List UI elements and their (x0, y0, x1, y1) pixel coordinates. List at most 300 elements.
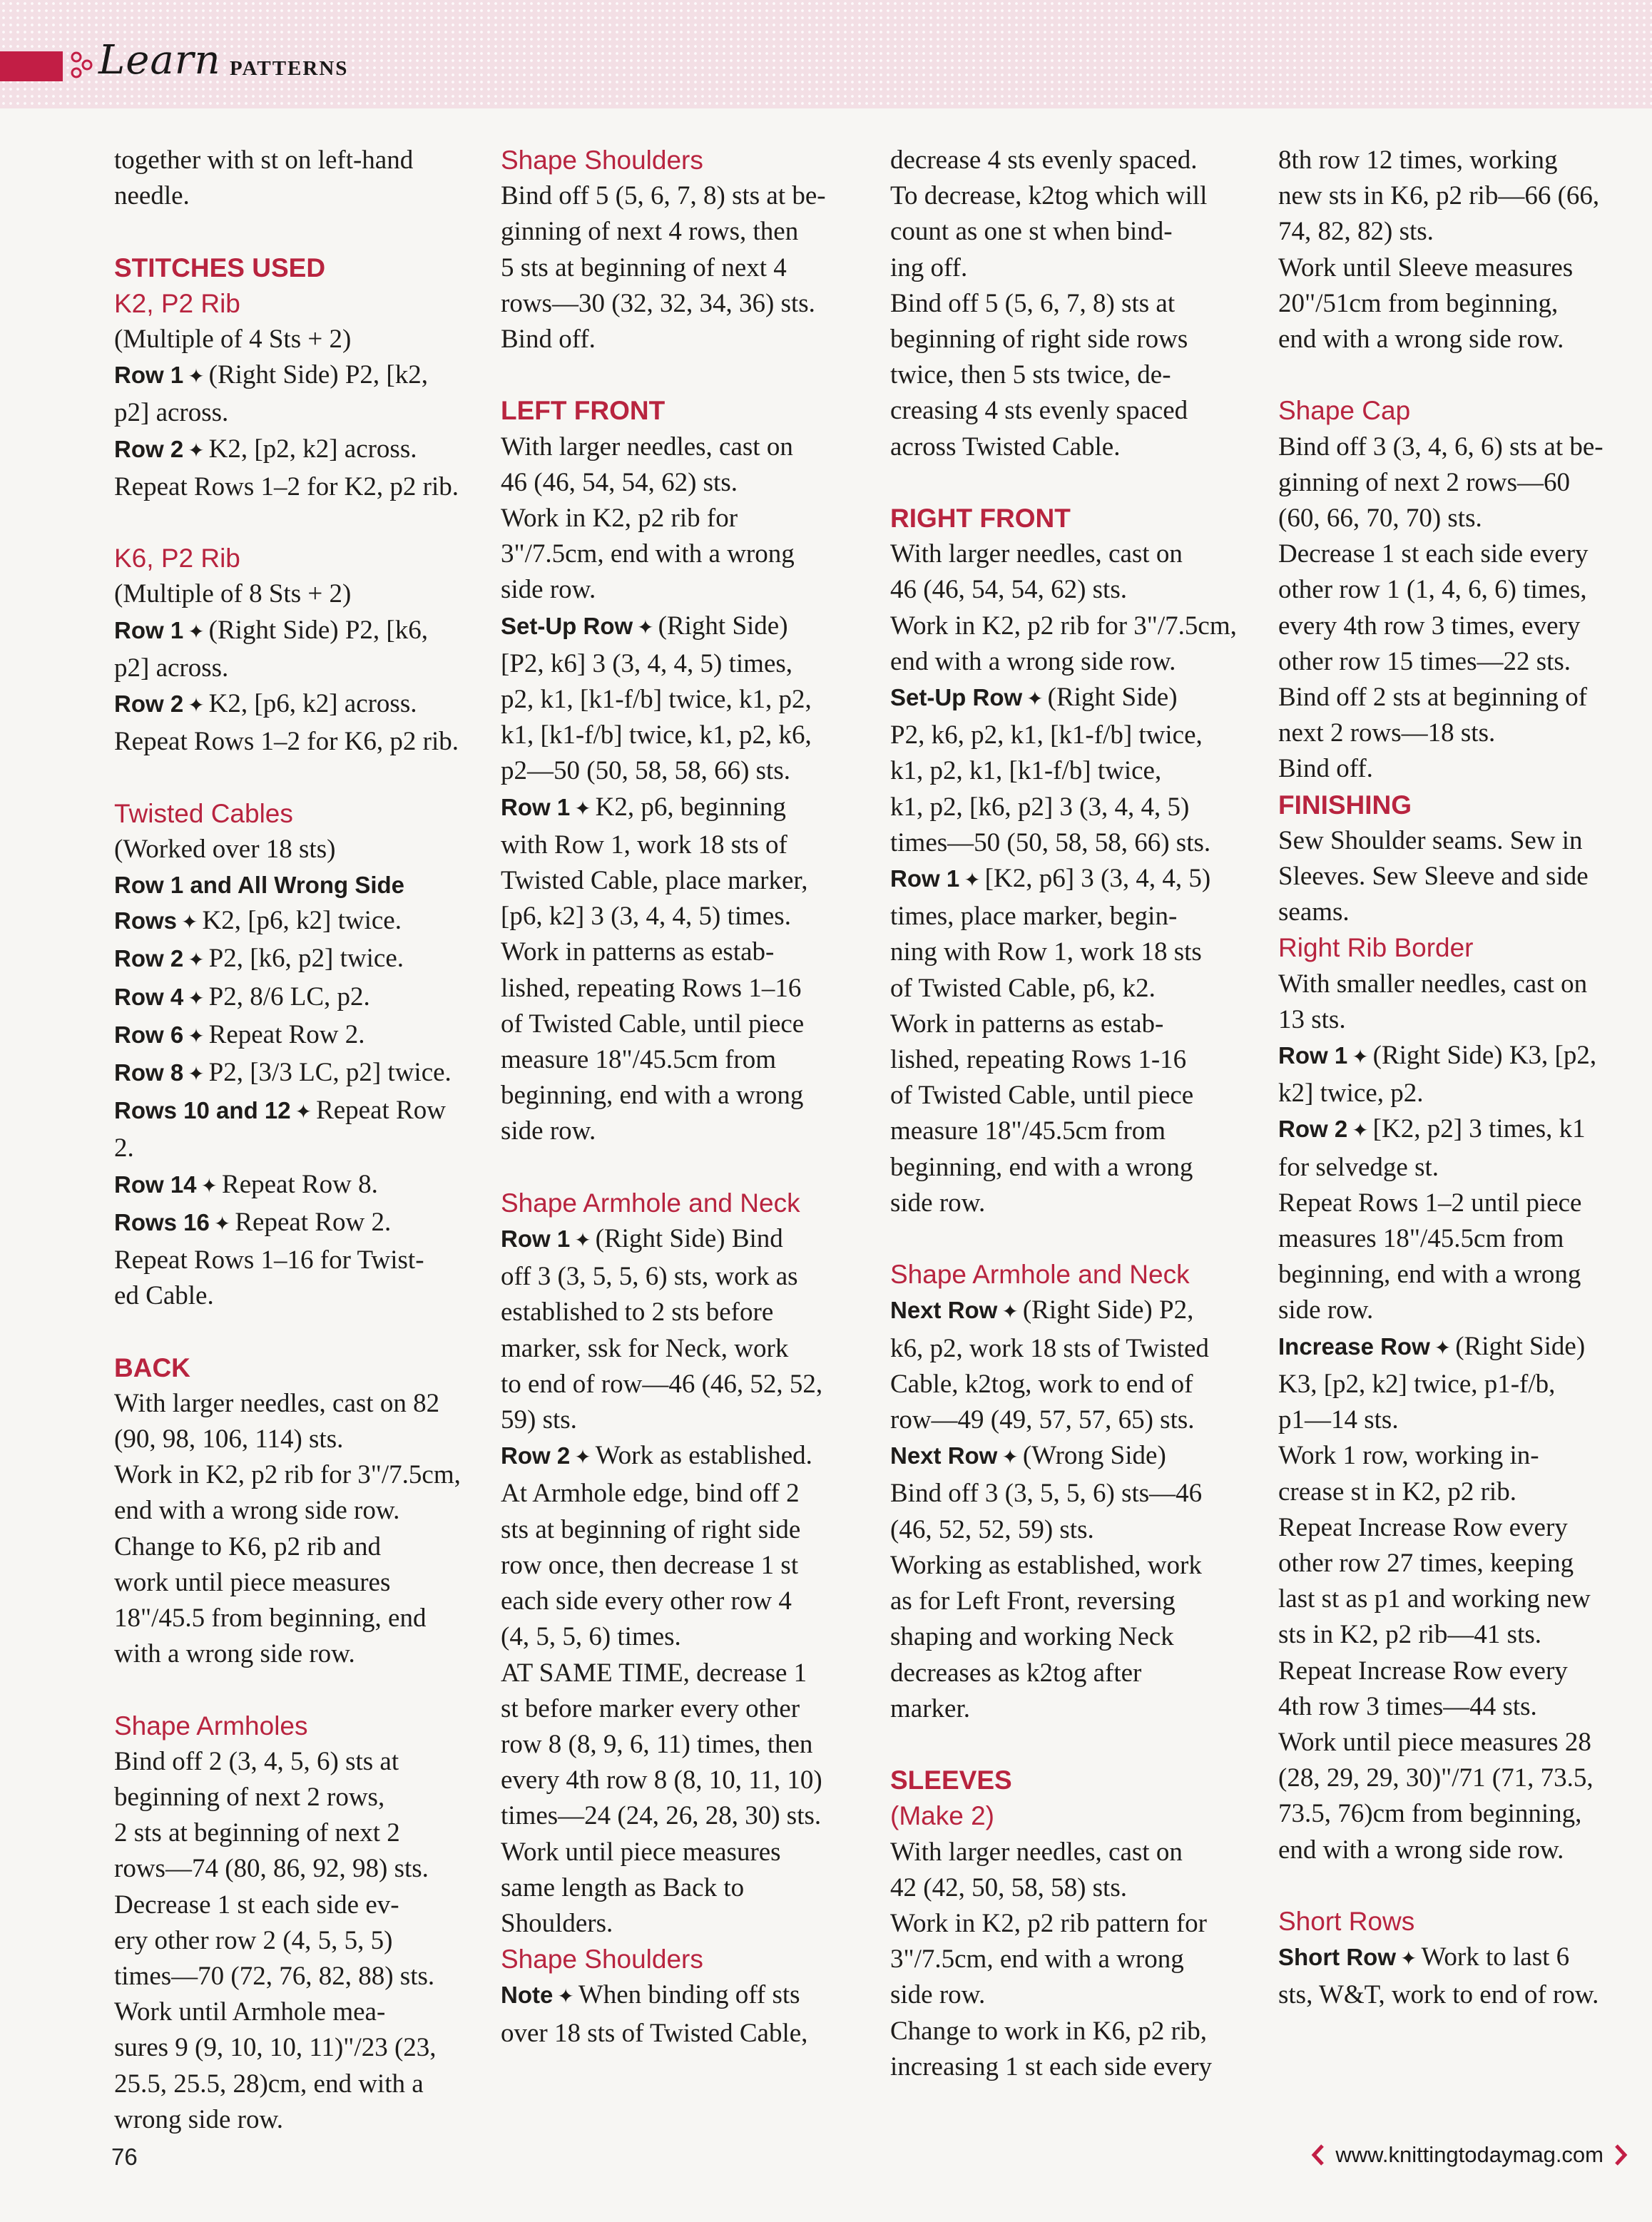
text-line: times—70 (72, 76, 82, 88) sts. (114, 1962, 435, 1992)
row-instruction (890, 1438, 1247, 1476)
text-line: P2, k6, p2, k1, [k1-f/b] twice, (890, 720, 1203, 750)
row-label: Row 2 (114, 690, 184, 718)
row-text: K2, [p6, k2] across. (208, 689, 417, 719)
row-label: Next Row (890, 1442, 998, 1469)
row-instruction (1278, 1111, 1635, 1149)
text-line: count as one st when bind- (890, 217, 1173, 247)
row-label: Row 2 (501, 1442, 571, 1469)
text-line: other row 15 times—22 sts. (1278, 646, 1571, 676)
section-heading: BACK (114, 1352, 190, 1382)
text-line: twice, then 5 sts twice, de- (890, 360, 1171, 390)
text-line: times—24 (24, 26, 28, 30) sts. (501, 1801, 822, 1831)
text-line: Shoulders. (501, 1908, 613, 1938)
text-line: k1, p2, [k6, p2] 3 (3, 4, 4, 5) (890, 792, 1190, 822)
separator-icon: ✦ (1399, 1948, 1417, 1971)
text-column-2 (501, 143, 857, 2052)
text-line: k6, p2, work 18 sts of Twisted (890, 1333, 1209, 1363)
text-line: over 18 sts of Twisted Cable, (501, 2018, 808, 2048)
text-line: With smaller needles, cast on (1278, 969, 1588, 999)
separator-icon: ✦ (181, 912, 198, 934)
spacer (501, 1150, 857, 1186)
text-line: crease st in K2, p2 rib. (1278, 1477, 1516, 1507)
row-label: Row 8 (114, 1059, 184, 1086)
text-column-4 (1278, 143, 1635, 2014)
brand-color-bar (0, 51, 63, 81)
text-line: other row 27 times, keeping (1278, 1548, 1574, 1578)
text-line: Decrease 1 st each side ev- (114, 1890, 399, 1920)
text-line: Bind off 3 (3, 4, 6, 6) sts at be- (1278, 432, 1603, 462)
row-instruction (501, 608, 857, 646)
text-line: 5 sts at beginning of next 4 (501, 253, 787, 282)
text-line: to end of row—46 (46, 52, 52, (501, 1369, 823, 1399)
text-column-1 (114, 143, 471, 2138)
row-text: Repeat Row 2. (208, 1019, 365, 1049)
row-label: Set-Up Row (890, 684, 1023, 711)
row-instruction (890, 861, 1247, 899)
text-line: every 4th row 3 times, every (1278, 611, 1581, 641)
flourish-icon (68, 49, 93, 81)
text-line: beginning, end with a wrong (1278, 1260, 1581, 1290)
row-label: Set-Up Row (501, 612, 633, 639)
row-label: Row 1 (114, 362, 184, 389)
row-instruction (114, 1055, 471, 1093)
section-label: PATTERNS (230, 57, 349, 80)
text-line: side row. (1278, 1295, 1374, 1325)
row-label: Row 14 (114, 1171, 197, 1198)
row-instruction (114, 941, 471, 979)
text-line: p2, k1, [k1-f/b] twice, k1, p2, (501, 685, 812, 715)
row-text: K2, p6, beginning (595, 792, 786, 822)
subsection-heading: Shape Shoulders (501, 1945, 703, 1974)
row-label: Short Row (1278, 1944, 1396, 1971)
text-line: other row 1 (1, 4, 6, 6) times, (1278, 575, 1587, 605)
row-text: P2, 8/6 LC, p2. (208, 982, 370, 1011)
text-line: 4th row 3 times—44 sts. (1278, 1691, 1537, 1721)
spacer (114, 505, 471, 541)
row-instruction (114, 613, 471, 651)
separator-icon: ✦ (1352, 1046, 1369, 1069)
row-instruction (501, 1221, 857, 1259)
text-line: (60, 66, 70, 70) sts. (1278, 504, 1482, 534)
row-instruction (114, 1093, 471, 1166)
separator-icon: ✦ (964, 870, 981, 892)
text-line: for selvedge st. (1278, 1152, 1439, 1182)
separator-icon: ✦ (1001, 1447, 1019, 1469)
text-line: Bind off 5 (5, 6, 7, 8) sts at be- (501, 181, 826, 211)
row-instruction (1278, 1329, 1635, 1367)
row-text: (Right Side) K3, [p2, (1372, 1041, 1597, 1071)
separator-icon: ✦ (1026, 688, 1044, 711)
text-line: Work in K2, p2 rib for 3"/7.5cm, (114, 1460, 461, 1490)
section-word: Learn (98, 37, 221, 83)
text-line: 3"/7.5cm, end with a wrong (890, 1945, 1184, 1974)
text-line: Repeat Rows 1–2 until piece (1278, 1188, 1582, 1218)
text-line: Twisted Cable, place marker, (501, 866, 808, 896)
chevron-icon (1310, 2143, 1325, 2167)
text-line: beginning, end with a wrong (890, 1152, 1193, 1182)
section-heading: RIGHT FRONT (890, 504, 1071, 534)
row-text: (Right Side) P2, [k2, (208, 360, 428, 390)
text-line: 8th row 12 times, working (1278, 146, 1558, 175)
separator-icon: ✦ (295, 1101, 312, 1124)
text-line: increasing 1 st each side every (890, 2052, 1213, 2081)
subsection-heading: Right Rib Border (1278, 933, 1474, 963)
text-line: of Twisted Cable, until piece (501, 1009, 805, 1039)
row-label: Row 2 (1278, 1116, 1348, 1143)
row-text: (Right Side) P2, [k6, (208, 615, 428, 645)
row-text: Repeat Row 8. (222, 1169, 378, 1199)
text-line: side row. (890, 1188, 986, 1218)
text-line: With larger needles, cast on (501, 432, 793, 462)
text-line: end with a wrong side row. (1278, 325, 1564, 355)
separator-icon: ✦ (188, 1025, 205, 1048)
text-line: Working as established, work (890, 1550, 1202, 1580)
text-line: 46 (46, 54, 54, 62) sts. (890, 575, 1127, 605)
text-line: With larger needles, cast on 82 (114, 1388, 440, 1418)
text-line: Sew Shoulder seams. Sew in (1278, 825, 1583, 855)
text-line: Repeat Increase Row every (1278, 1512, 1568, 1542)
row-instruction (501, 1438, 857, 1476)
spacer (1278, 1868, 1635, 1904)
text-line: side row. (501, 575, 596, 605)
separator-icon: ✦ (200, 1175, 218, 1198)
text-line: row once, then decrease 1 st (501, 1550, 799, 1580)
row-instruction (501, 790, 857, 827)
row-text: (Wrong Side) (1022, 1441, 1166, 1471)
spacer (890, 465, 1247, 501)
spacer (114, 1672, 471, 1708)
spacer (501, 357, 857, 393)
text-line: Work until Sleeve measures (1278, 253, 1574, 282)
text-line: (4, 5, 5, 6) times. (501, 1622, 681, 1652)
text-line: Bind off 2 sts at beginning of (1278, 683, 1588, 713)
row-instruction (114, 686, 471, 724)
text-line: AT SAME TIME, decrease 1 (501, 1658, 807, 1688)
row-instruction (114, 432, 471, 469)
separator-icon: ✦ (188, 949, 205, 972)
text-line: each side every other row 4 (501, 1586, 792, 1616)
row-instruction (114, 1167, 471, 1205)
text-line: ginning of next 4 rows, then (501, 217, 799, 247)
text-line: st before marker every other (501, 1693, 800, 1723)
separator-icon: ✦ (574, 1447, 591, 1469)
text-line: work until piece measures (114, 1567, 391, 1597)
text-line: times—50 (50, 58, 58, 66) sts. (890, 827, 1211, 857)
row-instruction (114, 1205, 471, 1243)
text-line: across Twisted Cable. (890, 432, 1121, 462)
row-label: Row 1 (501, 793, 571, 820)
text-line: k1, [k1-f/b] twice, k1, p2, k6, (501, 720, 812, 750)
separator-icon: ✦ (557, 1986, 574, 2009)
row-label: Rows 16 (114, 1208, 210, 1235)
text-line: Decrease 1 st each side every (1278, 539, 1589, 569)
spacer (890, 1727, 1247, 1763)
separator-icon: ✦ (213, 1213, 231, 1235)
row-text: (Right Side) (1455, 1331, 1586, 1361)
text-line: times, place marker, begin- (890, 902, 1178, 932)
row-instruction (890, 680, 1247, 718)
row-text: Repeat Row 2. (235, 1207, 392, 1237)
text-line: ery other row 2 (4, 5, 5, 5) (114, 1925, 393, 1955)
separator-icon: ✦ (574, 797, 591, 820)
row-label: Row 2 (114, 435, 184, 462)
text-line: decrease 4 sts evenly spaced. (890, 146, 1198, 175)
row-text: P2, [k6, p2] twice. (208, 944, 404, 974)
text-line: needle. (114, 181, 190, 211)
text-line: marker, ssk for Neck, work (501, 1333, 789, 1363)
text-line: (28, 29, 29, 30)"/71 (71, 73.5, (1278, 1763, 1594, 1793)
text-line: [p6, k2] 3 (3, 4, 4, 5) times. (501, 902, 791, 932)
row-instruction (501, 1977, 857, 2015)
section-heading: FINISHING (1278, 790, 1412, 820)
text-line: rows—30 (32, 32, 34, 36) sts. (501, 288, 815, 318)
text-line: With larger needles, cast on (890, 1837, 1183, 1867)
subsection-heading: Short Rows (1278, 1906, 1415, 1936)
text-line: lished, repeating Rows 1–16 (501, 973, 802, 1003)
separator-icon: ✦ (1352, 1120, 1369, 1143)
website-url[interactable]: www.knittingtodaymag.com (1335, 2142, 1603, 2167)
text-line: off 3 (3, 5, 5, 6) sts, work as (501, 1262, 798, 1292)
row-instruction (114, 903, 471, 941)
text-line: of Twisted Cable, until piece (890, 1081, 1194, 1111)
row-text: (Right Side) P2, (1022, 1295, 1194, 1325)
text-line: shaping and working Neck (890, 1622, 1174, 1652)
text-line: together with st on left-hand (114, 146, 414, 175)
row-label: Row 1 and All Wrong Side (114, 872, 405, 899)
row-text: Work as established. (595, 1441, 812, 1471)
text-line: end with a wrong side row. (1278, 1835, 1564, 1865)
text-line: side row. (890, 1980, 986, 2010)
text-line: 20"/51cm from beginning, (1278, 288, 1559, 318)
text-column-3 (890, 143, 1247, 2085)
text-line: (46, 52, 52, 59) sts. (890, 1514, 1094, 1544)
text-line: as for Left Front, reversing (890, 1586, 1176, 1616)
row-label: Rows (114, 907, 178, 934)
page-number: 76 (111, 2144, 138, 2170)
text-line: 74, 82, 82) sts. (1278, 217, 1434, 247)
row-text: [K2, p2] 3 times, k1 (1372, 1114, 1586, 1144)
text-line: p2] across. (114, 653, 229, 683)
text-line: seams. (1278, 897, 1350, 927)
text-line: Work in K2, p2 rib for 3"/7.5cm, (890, 611, 1237, 641)
text-line: beginning, end with a wrong (501, 1081, 804, 1111)
text-line: sts at beginning of right side (501, 1514, 801, 1544)
text-line: Work in K2, p2 rib pattern for (890, 1908, 1207, 1938)
text-line: every 4th row 8 (8, 10, 11, 10) (501, 1765, 822, 1795)
row-label: Row 2 (114, 945, 184, 972)
text-line: lished, repeating Rows 1-16 (890, 1045, 1187, 1075)
text-line: At Armhole edge, bind off 2 (501, 1479, 800, 1509)
text-line: measures 18"/45.5cm from (1278, 1224, 1564, 1254)
chevron-icon (1613, 2143, 1629, 2167)
row-label: Row 4 (114, 983, 184, 1010)
text-line: 3"/7.5cm, end with a wrong (501, 539, 795, 569)
text-line: Bind off 5 (5, 6, 7, 8) sts at (890, 288, 1176, 318)
row-label: Increase Row (1278, 1332, 1430, 1360)
text-line: Change to K6, p2 rib and (114, 1532, 382, 1561)
section-heading: SLEEVES (890, 1765, 1012, 1795)
text-line: Repeat Increase Row every (1278, 1656, 1568, 1686)
text-line: ginning of next 2 rows—60 (1278, 467, 1571, 497)
spacer (114, 760, 471, 795)
text-line: rows—74 (80, 86, 92, 98) sts. (114, 1854, 429, 1884)
separator-icon: ✦ (1434, 1337, 1452, 1360)
section-heading: LEFT FRONT (501, 396, 666, 426)
spacer (890, 1221, 1247, 1257)
text-line: (90, 98, 106, 114) sts. (114, 1425, 344, 1454)
row-text: (Right Side) (1047, 683, 1178, 713)
text-line: 42 (42, 50, 58, 58) sts. (890, 1872, 1127, 1902)
text-line: k2] twice, p2. (1278, 1079, 1424, 1109)
text-line: end with a wrong side row. (114, 1496, 400, 1526)
text-line: (Multiple of 8 Sts + 2) (114, 579, 352, 609)
row-text: P2, [3/3 LC, p2] twice. (208, 1058, 452, 1088)
text-line: established to 2 sts before (501, 1298, 774, 1327)
text-line: To decrease, k2tog which will (890, 181, 1208, 211)
row-text: K2, [p6, k2] twice. (202, 906, 402, 936)
text-line: (Multiple of 4 Sts + 2) (114, 325, 352, 354)
row-text: (Right Side) Bind (595, 1224, 783, 1254)
text-line: (Worked over 18 sts) (114, 834, 336, 864)
text-line: Change to work in K6, p2 rib, (890, 2016, 1207, 2046)
text-line: Work in patterns as estab- (890, 1009, 1164, 1039)
text-line: beginning of next 2 rows, (114, 1783, 385, 1813)
text-line: sures 9 (9, 10, 10, 11)"/23 (23, (114, 2033, 437, 2063)
text-line: 59) sts. (501, 1405, 577, 1435)
text-line: 46 (46, 54, 54, 62) sts. (501, 467, 738, 497)
header-band (0, 0, 1652, 108)
text-line: Repeat Rows 1–2 for K2, p2 rib. (114, 472, 459, 501)
text-line: Work until Armhole mea- (114, 1997, 386, 2027)
subsection-heading: (Make 2) (890, 1801, 994, 1831)
text-line: creasing 4 sts evenly spaced (890, 396, 1188, 426)
text-line: same length as Back to (501, 1872, 745, 1902)
text-line: sts, W&T, work to end of row. (1278, 1980, 1599, 2010)
text-line: 18"/45.5 from beginning, end (114, 1604, 427, 1634)
row-label: Row 1 (501, 1225, 571, 1253)
row-instruction (1278, 1038, 1635, 1076)
row-instruction (890, 1293, 1247, 1330)
separator-icon: ✦ (188, 1064, 205, 1086)
text-line: Work until piece measures 28 (1278, 1727, 1591, 1757)
spacer (114, 214, 471, 250)
text-line: Cable, k2tog, work to end of (890, 1369, 1193, 1399)
text-line: Bind off. (501, 325, 596, 355)
text-line: ing off. (890, 253, 968, 282)
separator-icon: ✦ (188, 366, 205, 389)
text-line: With larger needles, cast on (890, 539, 1183, 569)
text-line: 13 sts. (1278, 1004, 1346, 1034)
spacer (114, 1314, 471, 1350)
separator-icon: ✦ (637, 616, 654, 639)
subsection-heading: Twisted Cables (114, 798, 293, 828)
text-line: row 8 (8, 9, 6, 11) times, then (501, 1729, 813, 1759)
text-line: measure 18"/45.5cm from (501, 1045, 777, 1075)
spacer (1278, 357, 1635, 393)
row-text: (Right Side) (658, 611, 788, 641)
separator-icon: ✦ (188, 621, 205, 643)
text-line: Bind off 3 (3, 5, 5, 6) sts—46 (890, 1479, 1203, 1509)
text-line: with a wrong side row. (114, 1639, 355, 1669)
row-instruction (114, 1017, 471, 1055)
text-line: ning with Row 1, work 18 sts (890, 937, 1202, 967)
subsection-heading: Shape Armhole and Neck (501, 1188, 800, 1218)
text-line: sts in K2, p2 rib—41 sts. (1278, 1620, 1542, 1650)
row-instruction (114, 867, 471, 903)
text-line: ed Cable. (114, 1281, 214, 1311)
separator-icon: ✦ (188, 695, 205, 718)
row-instruction (114, 357, 471, 395)
text-line: row—49 (49, 57, 57, 65) sts. (890, 1405, 1195, 1435)
separator-icon: ✦ (188, 987, 205, 1010)
footer (1310, 2142, 1629, 2168)
text-line: p2—50 (50, 58, 58, 66) sts. (501, 756, 790, 786)
text-line: Work in K2, p2 rib for (501, 504, 738, 534)
text-line: Work 1 row, working in- (1278, 1441, 1539, 1471)
row-label: Row 1 (890, 865, 960, 892)
text-line: 2 sts at beginning of next 2 (114, 1818, 400, 1848)
text-line: last st as p1 and working new (1278, 1584, 1591, 1614)
row-text: K2, [p2, k2] across. (208, 434, 417, 464)
text-line: K3, [p2, k2] twice, p1-f/b, (1278, 1369, 1556, 1399)
subsection-heading: Shape Armhole and Neck (890, 1260, 1190, 1290)
text-line: Bind off 2 (3, 4, 5, 6) sts at (114, 1746, 399, 1776)
row-label: Row 6 (114, 1021, 184, 1048)
text-line: of Twisted Cable, p6, k2. (890, 973, 1156, 1003)
row-instruction (114, 979, 471, 1017)
subsection-heading: Shape Cap (1278, 396, 1411, 426)
text-line: end with a wrong side row. (890, 646, 1176, 676)
separator-icon: ✦ (188, 439, 205, 462)
subsection-heading: K2, P2 Rib (114, 288, 240, 318)
text-line: p2] across. (114, 398, 229, 428)
text-line: k1, p2, k1, [k1-f/b] twice, (890, 756, 1162, 786)
row-text: [K2, p6] 3 (3, 4, 4, 5) (984, 864, 1211, 894)
text-line: decreases as k2tog after (890, 1658, 1142, 1688)
text-line: measure 18"/45.5cm from (890, 1116, 1166, 1146)
text-line: [P2, k6] 3 (3, 4, 4, 5) times, (501, 648, 793, 678)
text-line: next 2 rows—18 sts. (1278, 718, 1496, 748)
row-text: Repeat Row 2. (114, 1096, 446, 1163)
text-line: with Row 1, work 18 sts of (501, 830, 787, 860)
row-label: Row 1 (1278, 1042, 1348, 1069)
text-line: p1—14 sts. (1278, 1405, 1399, 1435)
subsection-heading: Shape Shoulders (501, 146, 703, 175)
row-text: When binding off sts (578, 1980, 800, 2010)
text-line: Repeat Rows 1–2 for K6, p2 rib. (114, 727, 459, 757)
text-line: Work until piece measures (501, 1837, 781, 1867)
row-label: Row 1 (114, 616, 184, 643)
text-line: wrong side row. (114, 2104, 284, 2134)
text-line: 73.5, 76)cm from beginning, (1278, 1799, 1582, 1829)
text-line: new sts in K6, p2 rib—66 (66, (1278, 181, 1600, 211)
row-label: Rows 10 and 12 (114, 1097, 291, 1124)
text-line: Repeat Rows 1–16 for Twist- (114, 1245, 424, 1275)
separator-icon: ✦ (574, 1230, 591, 1253)
text-line: beginning of right side rows (890, 325, 1188, 355)
text-line: 25.5, 25.5, 28)cm, end with a (114, 2069, 424, 2099)
row-instruction (1278, 1940, 1635, 1977)
row-text: Work to last 6 (1421, 1942, 1570, 1972)
section-heading: STITCHES USED (114, 253, 326, 282)
text-line: marker. (890, 1693, 970, 1723)
text-line: side row. (501, 1116, 596, 1146)
row-label: Note (501, 1982, 554, 2009)
subsection-heading: Shape Armholes (114, 1711, 308, 1741)
separator-icon: ✦ (1001, 1301, 1019, 1324)
row-label: Next Row (890, 1297, 998, 1324)
text-line: Work in patterns as estab- (501, 937, 775, 967)
